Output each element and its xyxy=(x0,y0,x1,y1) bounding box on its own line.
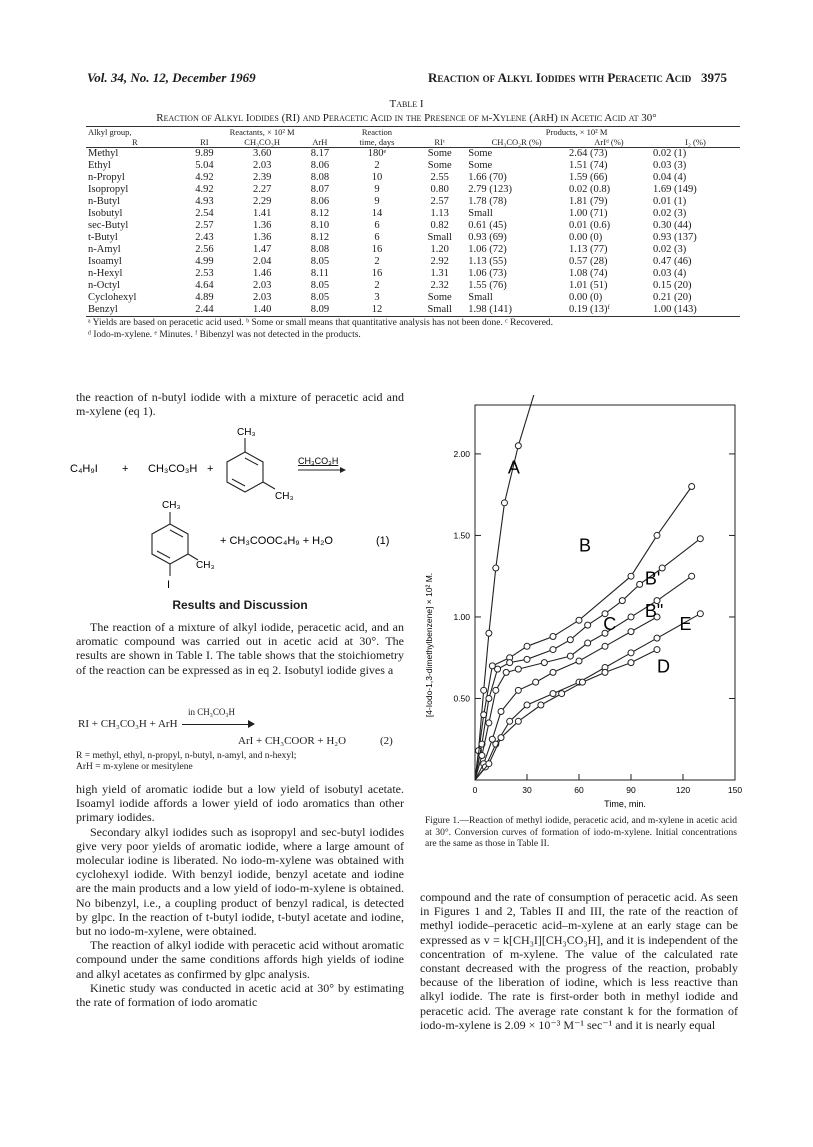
table-cell: 2 xyxy=(374,280,380,291)
table-cell: 1.40 xyxy=(252,304,272,315)
data-point xyxy=(515,718,521,724)
table-cell: 2.53 xyxy=(195,268,214,279)
x-tick-label: 120 xyxy=(675,785,691,795)
table-row xyxy=(86,244,740,256)
data-point xyxy=(628,573,634,579)
row-label: t-Butyl xyxy=(88,232,118,243)
col-header-arh: ArH xyxy=(312,137,328,147)
eq2-products: ArI + CH₃COOR + H₂O xyxy=(238,735,347,747)
data-point xyxy=(481,687,487,693)
table-cell: 0.15 (20) xyxy=(652,280,692,291)
table-cell: 16 xyxy=(371,244,383,255)
table-row xyxy=(86,208,740,220)
table-cell: 0.82 xyxy=(430,220,449,231)
data-point xyxy=(602,669,608,675)
curve-label: E xyxy=(679,614,692,634)
eq2-number: (2) xyxy=(380,735,393,747)
running-header-left: Vol. 34, No. 12, December 1969 xyxy=(87,70,256,85)
table-cell: Some xyxy=(427,160,452,171)
table-cell: 14 xyxy=(371,208,383,219)
group-header-products: Products, × 10² M xyxy=(545,127,608,137)
table-cell: 0.19 (13)ᶠ xyxy=(568,304,610,315)
table-cell: 1.47 xyxy=(252,244,272,255)
table-cell: 1.41 xyxy=(252,208,272,219)
table-cell: 1.01 (51) xyxy=(568,280,608,291)
x-tick-label: 60 xyxy=(574,785,584,795)
running-header-right xyxy=(428,70,727,86)
table-cell: 0.01 (1) xyxy=(652,196,687,207)
curve-4 xyxy=(475,617,657,780)
table-cell: 0.02 (3) xyxy=(652,208,687,219)
table-cell: 0.02 (1) xyxy=(652,148,687,159)
data-point xyxy=(628,614,634,620)
eq2-condition: in CH₃CO₃H xyxy=(188,707,236,717)
row-label: Isopropyl xyxy=(88,184,129,195)
table-cell: 2.92 xyxy=(430,256,449,267)
figure-1-chart xyxy=(415,395,745,815)
table-row xyxy=(86,268,740,280)
table-cell: 0.80 xyxy=(430,184,449,195)
table-cell: 1.00 (71) xyxy=(568,208,608,219)
table-cell: Small xyxy=(468,208,493,219)
table-cell: 1.31 xyxy=(430,268,449,279)
table-cell: 180ᵉ xyxy=(367,148,387,159)
data-point xyxy=(507,718,513,724)
table-cell: 8.12 xyxy=(310,208,330,219)
table-cell: 6 xyxy=(374,232,380,243)
table-cell: 8.10 xyxy=(310,220,330,231)
table-cell: 2.57 xyxy=(430,196,449,207)
scheme-reactant-1: C₄H₉I xyxy=(70,463,98,475)
data-point xyxy=(550,691,556,697)
reactant-ring xyxy=(227,438,275,492)
data-point xyxy=(486,720,492,726)
row-label: sec-Butyl xyxy=(88,220,129,231)
table-cell: 0.93 (69) xyxy=(468,232,507,243)
table-cell: 2 xyxy=(374,160,380,171)
table-title: Reaction of Alkyl Iodides (RI) and Peracetic Acid in the Presence of m-Xylene (ArH) in Acetic Acid at 30° xyxy=(156,112,657,124)
intro-paragraph: the reaction of n-butyl iodide with a mixture of peracetic acid and m-xylene (eq 1). xyxy=(76,390,404,419)
curve-6 xyxy=(475,650,657,780)
table-cell: 1.36 xyxy=(252,220,272,231)
table-footnote-2: ᵈ Iodo-m-xylene. ᵉ Minutes. ᶠ Bibenzyl was not detected in the products. xyxy=(88,330,361,340)
data-point xyxy=(524,643,530,649)
data-point xyxy=(515,443,521,449)
table-cell: 0.00 (0) xyxy=(568,232,603,243)
table-cell: 2.54 xyxy=(195,208,214,219)
eq2-arrowhead xyxy=(248,720,255,728)
table-cell: 0.30 (44) xyxy=(652,220,692,231)
scheme-ch3-top: CH₃ xyxy=(237,427,256,438)
data-point xyxy=(486,630,492,636)
table-cell: 8.05 xyxy=(310,256,330,267)
right-body-text: compound and the rate of consumption of peracetic acid. As seen in Figures 1 and 2, Tables II and III, the rate of the reaction of methyl iodide–peracetic acid–m-xylene at an early stage can be expressed as v = k[CH₃I][CH₃CO₃H], and it is independent of the concentration of m-xylene. The value of the calculated rate constant decreased with the progress of the reaction, probably because of the liberation of iodine, which is less reactive than alkyl iodide. The rate is first-order both in methyl iodide and peracetic acid. The average rate constant k for the formation of iodo-m-xylene is 2.09 × 10⁻³ M⁻¹ sec⁻¹ and it is nearly equal xyxy=(420,890,738,1032)
scheme-arrowhead xyxy=(340,467,346,473)
row-label: Benzyl xyxy=(88,304,118,315)
eq2-note: R = methyl, ethyl, n-propyl, n-butyl, n-amyl, and n-hexyl; ArH = m-xylene or mesitylene xyxy=(76,751,297,772)
data-point xyxy=(501,500,507,506)
data-point xyxy=(654,647,660,653)
data-point xyxy=(493,687,499,693)
data-point xyxy=(576,658,582,664)
data-point xyxy=(498,709,504,715)
curve-label: B xyxy=(579,535,592,556)
table-cell: 8.07 xyxy=(310,184,330,195)
table-cell: 8.05 xyxy=(310,280,330,291)
y-axis-label: [4-Iodo-1,3-dimethylbenzene] × 10² M. xyxy=(424,572,434,718)
table-cell: 1.20 xyxy=(430,244,449,255)
table-cell: 1.69 (149) xyxy=(652,184,697,195)
x-ticks xyxy=(473,774,743,795)
data-point xyxy=(550,634,556,640)
data-point xyxy=(515,666,521,672)
data-point xyxy=(602,643,608,649)
col-header-r: R xyxy=(131,137,138,147)
table-cell: 4.92 xyxy=(195,172,214,183)
table-cell: 2.79 (123) xyxy=(468,184,513,195)
y-tick-label: 0.50 xyxy=(453,693,470,704)
scheme-ch3-right: CH₃ xyxy=(275,491,294,502)
col-header-time2: time, days xyxy=(359,137,395,147)
row-label: Isoamyl xyxy=(88,256,122,267)
data-point xyxy=(493,565,499,571)
table-cell: 1.98 (141) xyxy=(468,304,513,315)
table-cell: 9 xyxy=(374,196,380,207)
table-cell: Small xyxy=(427,304,452,315)
table-cell: 8.11 xyxy=(310,268,329,279)
table-cell: 1.13 xyxy=(430,208,449,219)
col-header-time1: Reaction xyxy=(361,127,393,137)
table-cell: 3 xyxy=(374,292,380,303)
table-cell: 16 xyxy=(371,268,383,279)
table-cell: 9.89 xyxy=(195,148,214,159)
table-cell: Some xyxy=(468,160,493,171)
table-caption: Table I xyxy=(389,98,424,110)
row-label: Isobutyl xyxy=(88,208,123,219)
data-point xyxy=(585,622,591,628)
table-cell: 6 xyxy=(374,220,380,231)
scheme-reactant-2: CH₃CO₃H xyxy=(148,463,198,475)
table-cell: 2.04 xyxy=(252,256,272,267)
table-row xyxy=(86,196,740,208)
curve-label: B" xyxy=(644,600,664,621)
table-cell: 8.05 xyxy=(310,292,330,303)
row-label: n-Butyl xyxy=(88,196,121,207)
scheme-product-ch3-side: CH₃ xyxy=(196,560,215,571)
data-point xyxy=(498,735,504,741)
curve-label: A xyxy=(507,457,520,478)
table-cell: 0.00 (0) xyxy=(568,292,603,303)
table-row xyxy=(86,304,740,317)
table-cell: 0.21 (20) xyxy=(652,292,692,303)
table-cell: 4.89 xyxy=(195,292,214,303)
table-footnote-1: ᵃ Yields are based on peracetic acid used. ᵇ Some or small means that quantitative analysis has not been done. ᶜ Recovered. xyxy=(88,318,554,328)
table-cell: 2.03 xyxy=(252,280,272,291)
row-label: Cyclohexyl xyxy=(88,292,137,303)
curves xyxy=(475,395,703,780)
table-cell: 0.02 (3) xyxy=(652,244,687,255)
table-row xyxy=(86,256,740,268)
curve-1 xyxy=(475,487,692,781)
table-cell: 1.08 (74) xyxy=(568,268,608,279)
table-cell: 3.60 xyxy=(252,148,272,159)
table-cell: 4.64 xyxy=(195,280,214,291)
figure-caption: Figure 1.—Reaction of methyl iodide, peracetic acid, and m-xylene in acetic acid at 30°. Conversion curves of formation of iodo-m-xylene. Initial concentrations are the same as those in Table II. xyxy=(425,816,737,849)
col-header-ri: RI xyxy=(200,137,209,147)
data-point xyxy=(697,611,703,617)
group-header-reactants: Reactants, × 10² M xyxy=(229,127,295,137)
table-cell: 2.55 xyxy=(430,172,449,183)
x-axis-label: Time, min. xyxy=(604,799,646,809)
data-point xyxy=(507,660,513,666)
row-label: n-Octyl xyxy=(88,280,121,291)
data-point xyxy=(689,573,695,579)
y-tick-label: 2.00 xyxy=(453,448,470,459)
table-cell: 1.55 (76) xyxy=(468,280,507,291)
eq2-reactants: RI + CH₃CO₃H + ArH xyxy=(78,718,178,730)
data-point xyxy=(579,679,585,685)
data-point xyxy=(550,669,556,675)
data-point xyxy=(628,650,634,656)
table-cell: 1.78 (78) xyxy=(468,196,507,207)
curve-label: B' xyxy=(644,568,661,589)
data-point xyxy=(515,687,521,693)
table-cell: 1.66 (70) xyxy=(468,172,507,183)
table-cell: 0.61 (45) xyxy=(468,220,507,231)
table-cell: 1.81 (79) xyxy=(568,196,608,207)
table-cell: 8.09 xyxy=(310,304,330,315)
table-cell: 1.13 (77) xyxy=(568,244,608,255)
table-cell: 0.47 (46) xyxy=(652,256,692,267)
reaction-scheme xyxy=(70,422,410,590)
table-cell: 0.03 (3) xyxy=(652,160,687,171)
scheme-plus-1: + xyxy=(122,463,129,475)
row-label: n-Hexyl xyxy=(88,268,123,279)
scheme-products: + CH₃COOC₄H₉ + H₂O xyxy=(220,535,333,547)
table-cell: 4.99 xyxy=(195,256,214,267)
page-number: 3975 xyxy=(701,70,727,85)
data-point xyxy=(654,635,660,641)
table-cell: 8.12 xyxy=(310,232,330,243)
table-row xyxy=(86,148,740,161)
paragraph-isobutyl: high yield of aromatic iodide but a low yield of isobutyl acetate. Isoamyl iodide affords a lower yield of iodo aromatics than other primary iodides. xyxy=(76,782,404,825)
results-paragraph: The reaction of a mixture of alkyl iodide, peracetic acid, and an aromatic compound was carried out in acetic acid at 30°. The results are shown in Table I. The table shows that the stoichiometry of the reaction can be expressed as in eq 2. Isobutyl iodide gives a xyxy=(76,620,404,677)
table-cell: 1.00 (143) xyxy=(652,304,697,315)
scheme-product-ch3-top: CH₃ xyxy=(162,500,181,511)
table-cell: 1.59 (66) xyxy=(568,172,608,183)
table-cell: 8.06 xyxy=(310,196,330,207)
table-cell: 12 xyxy=(371,304,383,315)
table-cell: 4.93 xyxy=(195,196,214,207)
data-point xyxy=(637,581,643,587)
curve-label: D xyxy=(657,656,670,677)
paragraph-secondary: Secondary alkyl iodides such as isopropyl and sec-butyl iodides give very poor yields of aromatic iodide, where a large amount of molecular iodine is liberated. No iodo-m-xylene was obtained with cyclohexyl iodide. With benzyl iodide, benzyl acetate and iodine are the main products and a low yield of iodo-m-xylene is obtained. No bibenzyl, i.e., a coupling product of benzyl radical, is detected by glpc. In the reaction of t-butyl iodide, t-butyl acetate and iodine, but no iodo-m-xylene, were obtained. xyxy=(76,824,404,939)
table-row xyxy=(86,220,740,232)
table-cell: 1.46 xyxy=(252,268,272,279)
col-header-alkyl: Alkyl group, xyxy=(88,127,132,137)
data-point xyxy=(689,484,695,490)
table-cell: 2.39 xyxy=(252,172,272,183)
curve-label: C xyxy=(603,614,617,634)
scheme-eq-number: (1) xyxy=(376,535,390,547)
table-cell: 2.56 xyxy=(195,244,214,255)
table-cell: 2.57 xyxy=(195,220,214,231)
col-header-ri-recovered: RIᶜ xyxy=(434,137,446,147)
table-cell: 0.03 (4) xyxy=(652,268,687,279)
data-point xyxy=(567,637,573,643)
x-tick-label: 150 xyxy=(727,785,743,795)
data-point xyxy=(486,695,492,701)
data-point xyxy=(697,536,703,542)
section-heading: Results and Discussion xyxy=(172,598,308,612)
data-point xyxy=(524,702,530,708)
scheme-plus-2: + xyxy=(207,463,214,475)
table-cell: 1.06 (73) xyxy=(468,268,507,279)
data-point xyxy=(479,753,485,759)
table-row xyxy=(86,160,740,172)
table-cell: 0.93 (137) xyxy=(652,232,697,243)
col-header-iodine: I₂ (%) xyxy=(685,137,706,147)
table-cell: 0.04 (4) xyxy=(652,172,687,183)
table-cell: 2.27 xyxy=(252,184,272,195)
table-cell: 2.64 (73) xyxy=(568,148,608,159)
scheme-arrow-label: CH₃CO₃H xyxy=(298,456,339,466)
table-cell: 2.44 xyxy=(195,304,214,315)
table-cell: 0.02 (0.8) xyxy=(568,184,611,195)
y-tick-label: 1.50 xyxy=(453,530,470,541)
table-cell: 8.08 xyxy=(310,244,330,255)
table-cell: 2.03 xyxy=(252,160,272,171)
paragraph-kinetic: Kinetic study was conducted in acetic acid at 30° by estimating the rate of formation of iodo aromatic xyxy=(76,980,404,1010)
data-point xyxy=(585,640,591,646)
data-point xyxy=(576,617,582,623)
table-cell: 8.06 xyxy=(310,160,330,171)
table-cell: Some xyxy=(427,292,452,303)
table-cell: 5.04 xyxy=(195,160,214,171)
row-label: Ethyl xyxy=(88,160,111,171)
table-row xyxy=(86,232,740,244)
x-tick-label: 0 xyxy=(472,785,478,795)
table-cell: 1.06 (72) xyxy=(468,244,507,255)
data-point xyxy=(541,660,547,666)
data-point xyxy=(628,629,634,635)
table-cell: 2.29 xyxy=(252,196,272,207)
table-cell: 8.17 xyxy=(310,148,330,159)
col-header-peracid: CH₃CO₃H xyxy=(244,137,280,147)
x-tick-label: 30 xyxy=(522,785,532,795)
data-point xyxy=(628,660,634,666)
table-row xyxy=(86,292,740,304)
table-cell: 10 xyxy=(371,172,383,183)
table-cell: 8.08 xyxy=(310,172,330,183)
data-point xyxy=(619,598,625,604)
table-cell: Some xyxy=(427,148,452,159)
table-cell: 9 xyxy=(374,184,380,195)
running-title: Reaction of Alkyl Iodides with Peracetic Acid xyxy=(427,70,692,85)
table-cell: 1.36 xyxy=(252,232,272,243)
data-point xyxy=(533,679,539,685)
data-point xyxy=(486,761,492,767)
data-point xyxy=(654,532,660,538)
table-cell: 2.32 xyxy=(430,280,449,291)
data-point xyxy=(550,647,556,653)
table-cell: 1.51 (74) xyxy=(568,160,608,171)
left-body-text xyxy=(76,782,404,1009)
col-header-ester: CH₃CO₂R (%) xyxy=(491,137,542,147)
data-point xyxy=(538,702,544,708)
table-cell: 1.13 (55) xyxy=(468,256,507,267)
curve-5 xyxy=(475,614,700,780)
table-cell: 2.03 xyxy=(252,292,272,303)
row-label: n-Amyl xyxy=(88,244,121,255)
data-point xyxy=(503,669,509,675)
y-tick-label: 1.00 xyxy=(453,611,470,622)
curve-0 xyxy=(475,395,536,780)
table-row xyxy=(86,172,740,184)
scheme-iodo-substituent: I xyxy=(167,579,171,590)
row-label: Methyl xyxy=(88,148,119,159)
data-table xyxy=(86,126,740,341)
table-cell: 2 xyxy=(374,256,380,267)
table-cell: 2.43 xyxy=(195,232,214,243)
data-point xyxy=(559,691,565,697)
table-cell: 0.01 (0.6) xyxy=(568,220,611,231)
table-row xyxy=(86,280,740,292)
table-cell: Some xyxy=(468,148,493,159)
table-cell: Small xyxy=(468,292,493,303)
table-cell: Small xyxy=(427,232,452,243)
table-cell: 4.92 xyxy=(195,184,214,195)
eq2-arrow xyxy=(182,724,252,725)
data-point xyxy=(495,666,501,672)
data-point xyxy=(524,656,530,662)
product-ring xyxy=(152,512,198,576)
table-cell: 0.57 (28) xyxy=(568,256,608,267)
col-header-ari: ArIᵈ (%) xyxy=(594,137,624,147)
data-point xyxy=(567,653,573,659)
paragraph-no-aromatic: The reaction of alkyl iodide with peracetic acid without aromatic compound under the same conditions affords high yields of iodine and alkyl acetates as confirmed by glpc analysis. xyxy=(76,938,404,981)
table-row xyxy=(86,184,740,196)
x-tick-label: 90 xyxy=(626,785,636,795)
row-label: n-Propyl xyxy=(88,172,125,183)
